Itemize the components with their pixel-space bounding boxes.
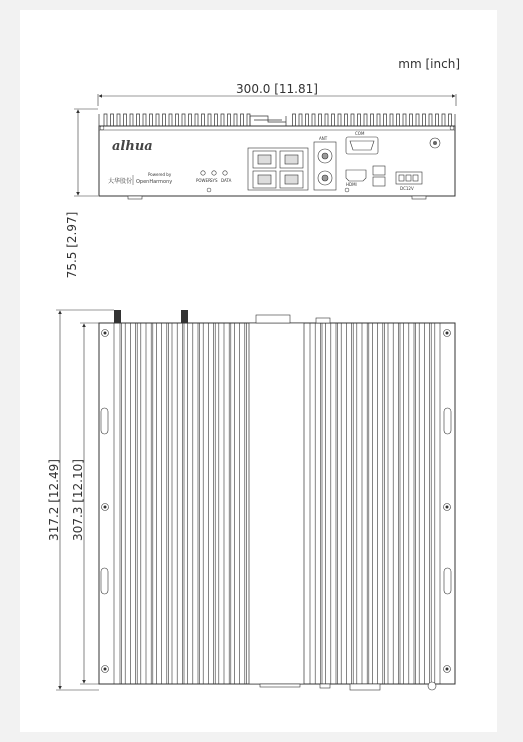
led-data-label: DATA (221, 178, 232, 183)
antenna-right (181, 310, 188, 323)
antenna-left (114, 310, 121, 323)
led-power-label: POWER (196, 178, 211, 183)
ant-label: ANT (319, 136, 328, 141)
power-terminal (396, 172, 422, 184)
top-view (47, 310, 455, 690)
units-label: mm [inch] (398, 57, 460, 71)
led-sys-label: SYS (210, 178, 218, 183)
center-panel (249, 323, 304, 684)
hdmi-port (346, 170, 366, 181)
com-port (346, 137, 378, 154)
heatsink-fins-top (99, 114, 455, 126)
front-view (65, 82, 456, 278)
openharmony-label: OpenHarmony (136, 179, 173, 185)
depth-body-dimension-label: 307.3 [12.10] (71, 459, 85, 541)
com-label: COM (355, 131, 365, 136)
technical-drawing (20, 10, 497, 732)
power-label: DC12V (400, 186, 414, 191)
drawing-sheet (20, 10, 497, 732)
ethernet-ports (248, 148, 308, 190)
antenna-connectors (314, 142, 336, 190)
hdmi-label: HDMI (346, 182, 357, 187)
height-dimension-label: 75.5 [2.97] (65, 211, 79, 279)
brand-logo: alhua (112, 139, 153, 154)
chinese-brand-label: 大华股份 (108, 178, 133, 185)
powered-by-label: Powered by (148, 172, 172, 177)
depth-total-dimension-label: 317.2 [12.49] (47, 459, 61, 541)
width-dimension-label: 300.0 [11.81] (236, 82, 318, 96)
